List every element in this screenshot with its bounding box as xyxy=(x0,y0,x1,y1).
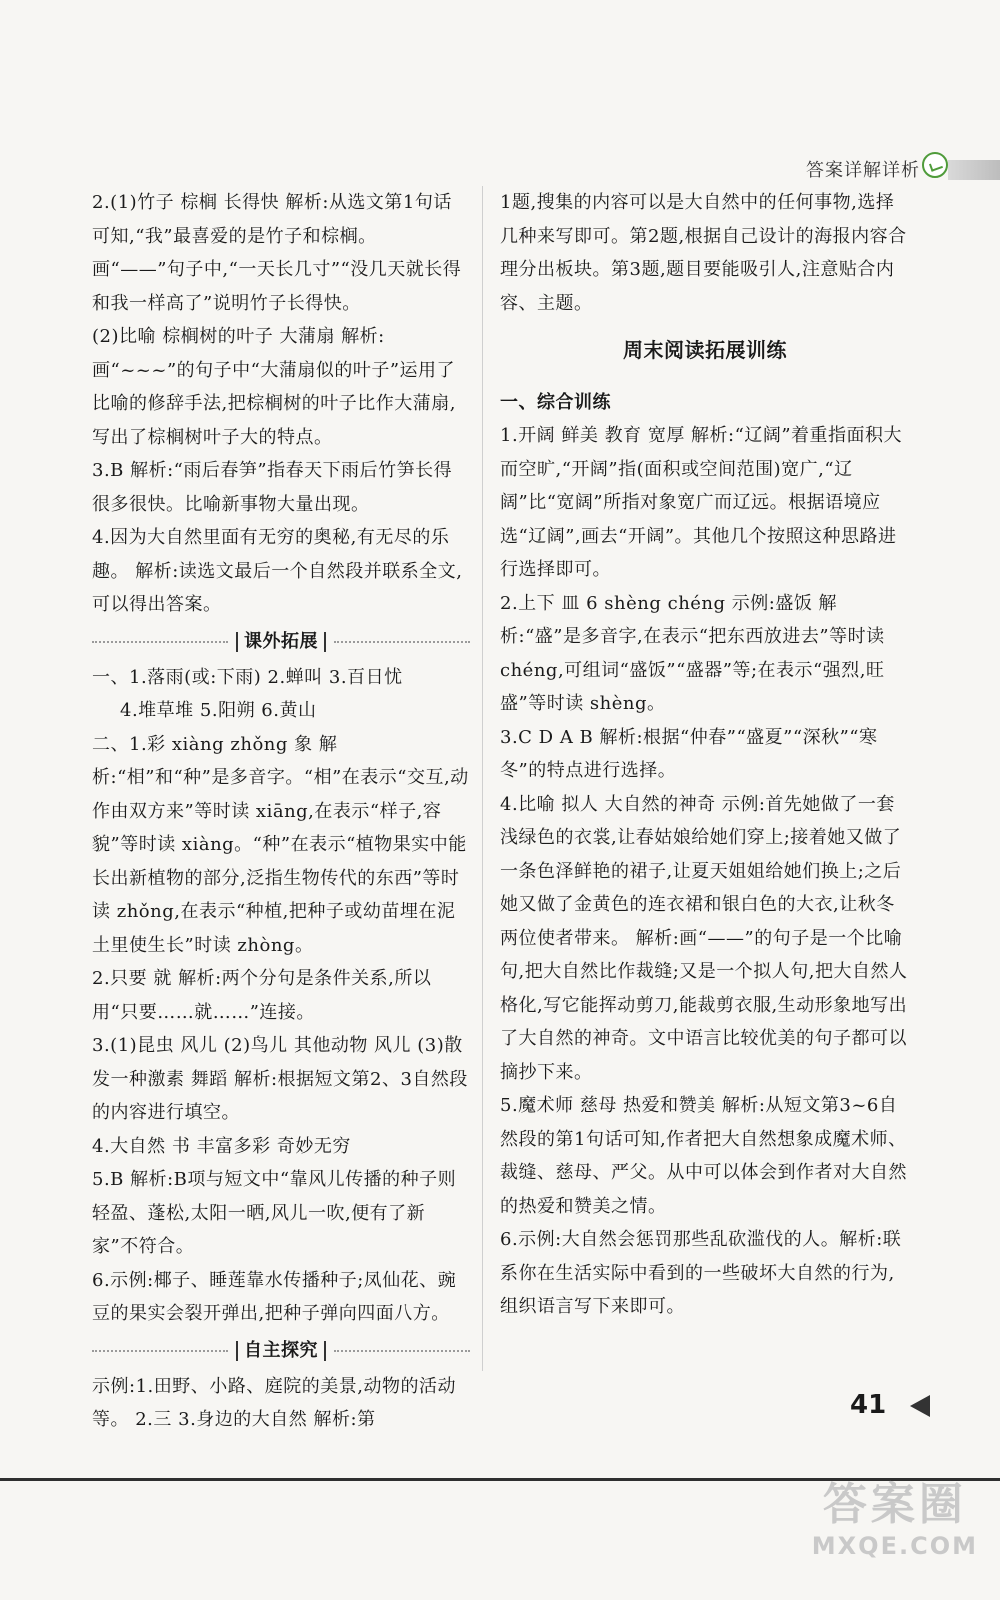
answer-2-1: 2.(1)竹子 棕榈 长得快 解析:从选文第1句话可知,“我”最喜爱的是竹子和棕榈。画“——”句子中,“一天长几寸”“没几天就长得和我一样高了”说明竹子长得快。 xyxy=(92,192,462,314)
dotted-rule xyxy=(92,1350,228,1352)
training-5: 5.魔术师 慈母 热爱和赞美 解析:从短文第3~6自然段的第1句话可知,作者把大自然想象成魔术师、裁缝、慈母、严父。从中可以体会到作者对大自然的热爱和赞美之情。 xyxy=(500,1095,907,1217)
training-3: 3.C D A B 解析:根据“仲春”“盛夏”“深秋”“寒冬”的特点进行选择。 xyxy=(500,726,878,781)
page-arrow-icon xyxy=(910,1395,930,1417)
answer-4: 4.因为大自然里面有无穷的奥秘,有无尽的乐趣。 解析:读选文最后一个自然段并联系全文,可以得出答案。 xyxy=(92,527,463,615)
extension-2-6: 6.示例:椰子、睡莲靠水传播种子;凤仙花、豌豆的果实会裂开弹出,把种子弹向四面八方。 xyxy=(92,1269,457,1324)
extension-2-4: 4.大自然 书 丰富多彩 奇妙无穷 xyxy=(92,1135,351,1157)
header-bar xyxy=(948,160,1000,180)
section-label: 自主探究 xyxy=(236,1341,326,1361)
answer-3: 3.B 解析:“雨后春笋”指春天下雨后竹笋长得很多很快。比喻新事物大量出现。 xyxy=(92,460,453,515)
column-divider xyxy=(482,186,483,1371)
extension-1a: 一、1.落雨(或:下雨) 2.蝉叫 3.百日忧 xyxy=(92,666,403,688)
left-column xyxy=(92,186,470,1437)
smile-logo-icon xyxy=(922,152,948,178)
weekend-reading-title: 周末阅读拓展训练 xyxy=(623,338,787,362)
extension-2-3: 3.(1)昆虫 风儿 (2)鸟儿 其他动物 风儿 (3)散发一种激素 舞蹈 解析:根据短文第2、3自然段的内容进行填空。 xyxy=(92,1035,468,1123)
header-label: 答案详解详析 xyxy=(806,160,920,181)
extension-2-5: 5.B 解析:B项与短文中“靠风儿传播的种子则轻盈、蓬松,太阳一晒,风儿一吹,便有了新家”不符合。 xyxy=(92,1169,457,1257)
watermark-line2: MXQE.COM xyxy=(811,1532,978,1560)
right-column xyxy=(500,186,910,1324)
training-1: 1.开阔 鲜美 教育 宽厚 解析:“辽阔”着重指面积大而空旷,“开阔”指(面积或空间范围)宽广,“辽阔”比“宽阔”所指对象宽广而辽远。根据语境应选“辽阔”,画去“开阔”。其他几个按照这种思路进行选择即可。 xyxy=(500,425,903,580)
training-2: 2.上下 皿 6 shèng chéng 示例:盛饭 解析:“盛”是多音字,在表示“把东西放进去”等时读 chéng,可组词“盛饭”“盛器”等;在表示“强烈,旺盛”等时读 shèng。 xyxy=(500,592,885,714)
extension-2-2: 2.只要 就 解析:两个分句是条件关系,所以用“只要……就……”连接。 xyxy=(92,968,432,1023)
continued-answer: 1题,搜集的内容可以是大自然中的任何事物,选择几种来写即可。第2题,根据自己设计的海报内容合理分出板块。第3题,题目要能吸引人,注意贴合内容、主题。 xyxy=(500,192,907,314)
section-extension-title xyxy=(92,626,470,659)
watermark-line1: 答案圈 xyxy=(822,1479,967,1530)
dotted-rule xyxy=(334,641,470,643)
site-watermark xyxy=(812,1468,978,1560)
training-6: 6.示例:大自然会惩罚那些乱砍滥伐的人。解析:联系你在生活实际中看到的一些破坏大自然的行为,组织语言写下来即可。 xyxy=(500,1229,902,1317)
explore-answer: 示例:1.田野、小路、庭院的美景,动物的活动等。 2.三 3.身边的大自然 解析:第 xyxy=(92,1375,456,1430)
section-explore-title xyxy=(92,1335,470,1368)
section-label: 课外拓展 xyxy=(236,632,326,652)
extension-2-1: 二、1.彩 xiàng zhǒng 象 解析:“相”和“种”是多音字。“相”在表示“交互,动作由双方来”等时读 xiāng,在表示“样子,容貌”等时读 xiàng。“种”在表示“植物果实中能长出新植物的部分,泛指生物传代的东西”等时读 zhǒng,在表示“种植,把种子或幼苗埋在泥土里使生长”时读 zhòng。 xyxy=(92,733,469,956)
dotted-rule xyxy=(334,1350,470,1352)
comprehensive-training-title: 一、综合训练 xyxy=(500,391,611,413)
dotted-rule xyxy=(92,641,228,643)
extension-1b: 4.堆草堆 5.阳朔 6.黄山 xyxy=(120,700,317,721)
answer-2-2: (2)比喻 棕榈树的叶子 大蒲扇 解析:画“~~~”的句子中“大蒲扇似的叶子”运用了比喻的修辞手法,把棕榈树的叶子比作大蒲扇,写出了棕榈树叶子大的特点。 xyxy=(92,326,456,448)
training-4: 4.比喻 拟人 大自然的神奇 示例:首先她做了一套浅绿色的衣裳,让春姑娘给她们穿上;接着她又做了一条色泽鲜艳的裙子,让夏天姐姐给她们换上;之后她又做了金黄色的连衣裙和银白色的大衣,让秋冬两位使者带来。 解析:画“——”的句子是一个比喻句,把大自然比作裁缝;又是一个拟人句,把大自然人格化,写它能挥动剪刀,能裁剪衣服,生动形象地写出了大自然的神奇。文中语言比较优美的句子都可以摘抄下来。 xyxy=(500,793,908,1083)
page-number: 41 xyxy=(850,1390,887,1420)
